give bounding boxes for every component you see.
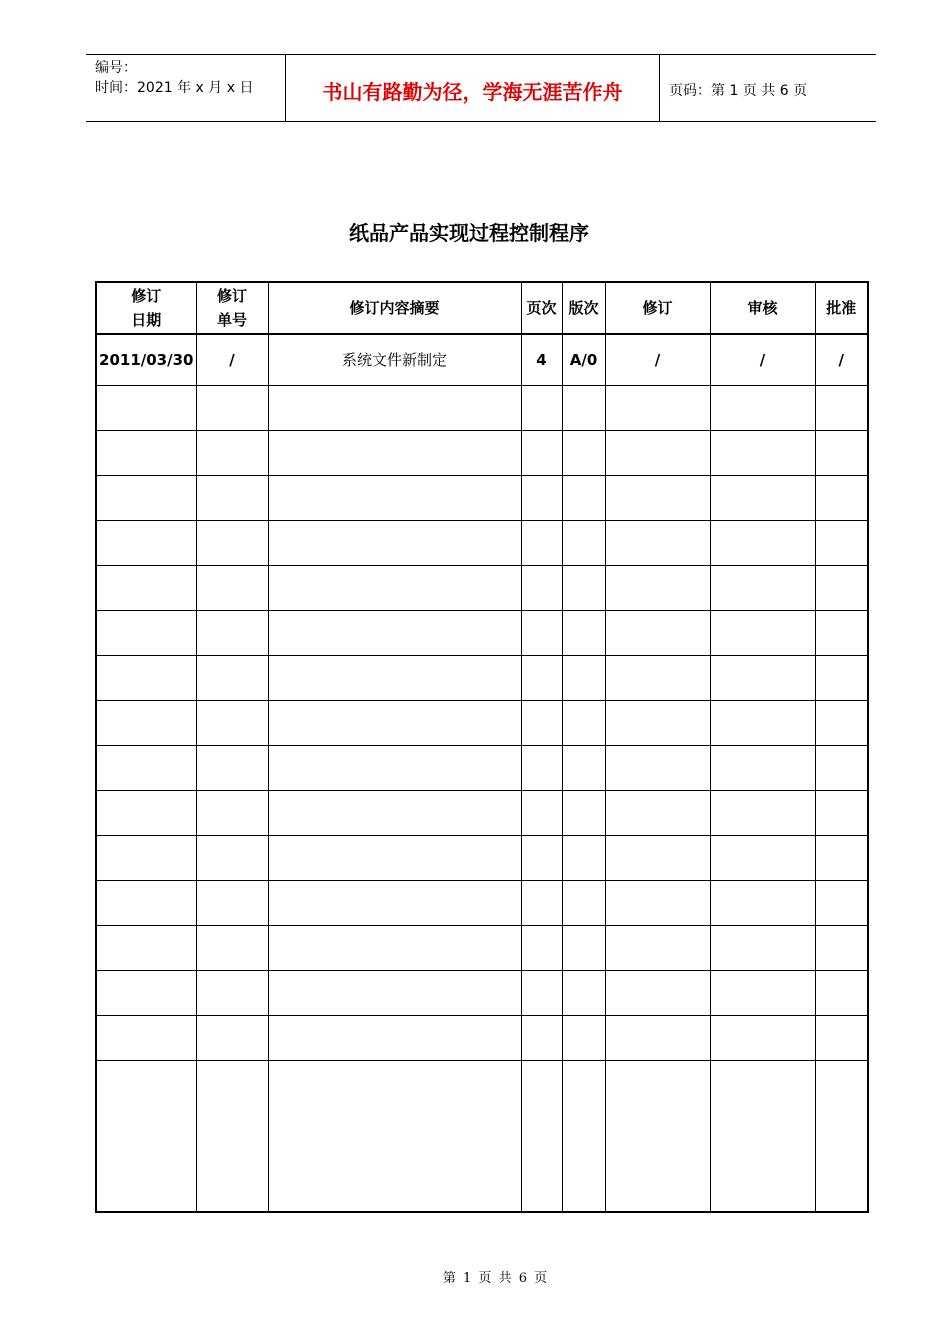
cell-pages: 4 — [521, 334, 562, 386]
cell-review — [710, 971, 815, 1016]
cell-review — [710, 1016, 815, 1061]
cell-summary — [268, 566, 521, 611]
cell-version: A/0 — [562, 334, 605, 386]
cell-revise — [605, 566, 710, 611]
page-header — [86, 54, 876, 122]
cell-pages — [521, 926, 562, 971]
revision-table — [95, 281, 869, 1213]
cell-pages — [521, 656, 562, 701]
cell-summary — [268, 1061, 521, 1213]
cell-summary — [268, 836, 521, 881]
table-header-row — [96, 282, 868, 334]
cell-revise — [605, 656, 710, 701]
cell-revise — [605, 746, 710, 791]
cell-version — [562, 926, 605, 971]
cell-approve: / — [815, 334, 868, 386]
cell-approve — [815, 476, 868, 521]
cell-date — [96, 926, 196, 971]
cell-summary: 系统文件新制定 — [268, 334, 521, 386]
page-footer: 第 1 页 共 6 页 — [442, 1271, 548, 1286]
cell-pages — [521, 611, 562, 656]
header-version: 版次 — [562, 282, 605, 334]
table-row — [96, 971, 868, 1016]
cell-review — [710, 611, 815, 656]
cell-order-no — [196, 836, 268, 881]
cell-approve — [815, 431, 868, 476]
cell-version — [562, 386, 605, 431]
cell-revise — [605, 701, 710, 746]
header-revision-date-line1: 修订 — [131, 287, 162, 305]
cell-revise — [605, 971, 710, 1016]
cell-date — [96, 521, 196, 566]
cell-version — [562, 1061, 605, 1213]
cell-revise — [605, 881, 710, 926]
cell-approve — [815, 791, 868, 836]
cell-review: / — [710, 334, 815, 386]
cell-approve — [815, 701, 868, 746]
table-row — [96, 611, 868, 656]
cell-revise — [605, 431, 710, 476]
cell-date — [96, 971, 196, 1016]
cell-approve — [815, 386, 868, 431]
header-revision-order-line1: 修订 — [216, 287, 247, 305]
header-revision-date — [96, 282, 196, 334]
cell-revise — [605, 386, 710, 431]
table-row — [96, 746, 868, 791]
cell-date — [96, 701, 196, 746]
cell-order-no: / — [196, 334, 268, 386]
cell-review — [710, 701, 815, 746]
cell-pages — [521, 476, 562, 521]
cell-order-no — [196, 521, 268, 566]
cell-date — [96, 1016, 196, 1061]
table-row — [96, 521, 868, 566]
table-row — [96, 926, 868, 971]
cell-summary — [268, 1016, 521, 1061]
cell-revise — [605, 1016, 710, 1061]
cell-review — [710, 521, 815, 566]
cell-order-no — [196, 386, 268, 431]
table-row — [96, 656, 868, 701]
table-row — [96, 386, 868, 431]
cell-summary — [268, 611, 521, 656]
cell-version — [562, 971, 605, 1016]
cell-pages — [521, 971, 562, 1016]
cell-order-no — [196, 746, 268, 791]
header-review: 审核 — [710, 282, 815, 334]
table-row — [96, 1016, 868, 1061]
cell-approve — [815, 656, 868, 701]
cell-date — [96, 656, 196, 701]
header-meta — [86, 55, 286, 121]
cell-version — [562, 836, 605, 881]
cell-pages — [521, 701, 562, 746]
header-revision-date-line2: 日期 — [131, 311, 162, 329]
document-time-label: 时间：2021 年 x 月 x 日 — [95, 80, 254, 96]
cell-order-no — [196, 611, 268, 656]
cell-review — [710, 926, 815, 971]
cell-order-no — [196, 701, 268, 746]
table-row — [96, 1061, 868, 1213]
cell-version — [562, 566, 605, 611]
cell-version — [562, 611, 605, 656]
cell-approve — [815, 746, 868, 791]
cell-pages — [521, 386, 562, 431]
header-revision-order-line2: 单号 — [216, 311, 247, 329]
header-pages: 页次 — [521, 282, 562, 334]
cell-version — [562, 521, 605, 566]
cell-summary — [268, 656, 521, 701]
cell-summary — [268, 971, 521, 1016]
cell-approve — [815, 971, 868, 1016]
table-row — [96, 431, 868, 476]
cell-summary — [268, 386, 521, 431]
cell-approve — [815, 1016, 868, 1061]
table-row — [96, 791, 868, 836]
cell-date: 2011/03/30 — [96, 334, 196, 386]
cell-version — [562, 701, 605, 746]
cell-approve — [815, 926, 868, 971]
cell-date — [96, 566, 196, 611]
cell-date — [96, 431, 196, 476]
table-row — [96, 566, 868, 611]
cell-summary — [268, 521, 521, 566]
cell-approve — [815, 521, 868, 566]
cell-order-no — [196, 656, 268, 701]
cell-summary — [268, 881, 521, 926]
cell-order-no — [196, 566, 268, 611]
cell-summary — [268, 791, 521, 836]
cell-order-no — [196, 971, 268, 1016]
cell-pages — [521, 431, 562, 476]
cell-review — [710, 431, 815, 476]
cell-date — [96, 1061, 196, 1213]
cell-summary — [268, 926, 521, 971]
cell-revise — [605, 521, 710, 566]
cell-version — [562, 431, 605, 476]
cell-review — [710, 656, 815, 701]
cell-version — [562, 746, 605, 791]
header-summary: 修订内容摘要 — [268, 282, 521, 334]
document-number-label: 编号： — [95, 60, 137, 76]
cell-date — [96, 611, 196, 656]
cell-pages — [521, 881, 562, 926]
cell-revise — [605, 611, 710, 656]
cell-date — [96, 836, 196, 881]
cell-review — [710, 1061, 815, 1213]
cell-approve — [815, 611, 868, 656]
cell-version — [562, 656, 605, 701]
cell-approve — [815, 566, 868, 611]
cell-summary — [268, 701, 521, 746]
table-row — [96, 836, 868, 881]
header-approve: 批准 — [815, 282, 868, 334]
table-row — [96, 881, 868, 926]
cell-revise: / — [605, 334, 710, 386]
cell-review — [710, 881, 815, 926]
cell-date — [96, 746, 196, 791]
cell-order-no — [196, 926, 268, 971]
cell-pages — [521, 521, 562, 566]
cell-summary — [268, 476, 521, 521]
cell-review — [710, 791, 815, 836]
cell-date — [96, 386, 196, 431]
cell-summary — [268, 746, 521, 791]
cell-order-no — [196, 881, 268, 926]
cell-date — [96, 476, 196, 521]
cell-revise — [605, 926, 710, 971]
cell-review — [710, 836, 815, 881]
cell-review — [710, 746, 815, 791]
cell-date — [96, 791, 196, 836]
cell-approve — [815, 836, 868, 881]
table-row — [96, 334, 868, 386]
table-row — [96, 476, 868, 521]
cell-order-no — [196, 1061, 268, 1213]
header-revision-order — [196, 282, 268, 334]
cell-pages — [521, 746, 562, 791]
cell-review — [710, 386, 815, 431]
header-motto: 书山有路勤为径，学海无涯苦作舟 — [286, 55, 660, 121]
cell-version — [562, 791, 605, 836]
cell-pages — [521, 1016, 562, 1061]
cell-pages — [521, 836, 562, 881]
cell-order-no — [196, 431, 268, 476]
cell-review — [710, 566, 815, 611]
cell-pages — [521, 791, 562, 836]
cell-version — [562, 881, 605, 926]
table-row — [96, 701, 868, 746]
cell-order-no — [196, 476, 268, 521]
cell-revise — [605, 791, 710, 836]
cell-review — [710, 476, 815, 521]
header-page-info: 页码：第 1 页 共 6 页 — [669, 83, 808, 99]
cell-revise — [605, 1061, 710, 1213]
cell-date — [96, 881, 196, 926]
cell-approve — [815, 1061, 868, 1213]
cell-pages — [521, 566, 562, 611]
header-revise: 修订 — [605, 282, 710, 334]
cell-revise — [605, 476, 710, 521]
cell-revise — [605, 836, 710, 881]
cell-order-no — [196, 1016, 268, 1061]
cell-approve — [815, 881, 868, 926]
cell-version — [562, 1016, 605, 1061]
cell-version — [562, 476, 605, 521]
cell-pages — [521, 1061, 562, 1213]
cell-summary — [268, 431, 521, 476]
cell-order-no — [196, 791, 268, 836]
document-title: 纸品产品实现过程控制程序 — [349, 221, 589, 245]
